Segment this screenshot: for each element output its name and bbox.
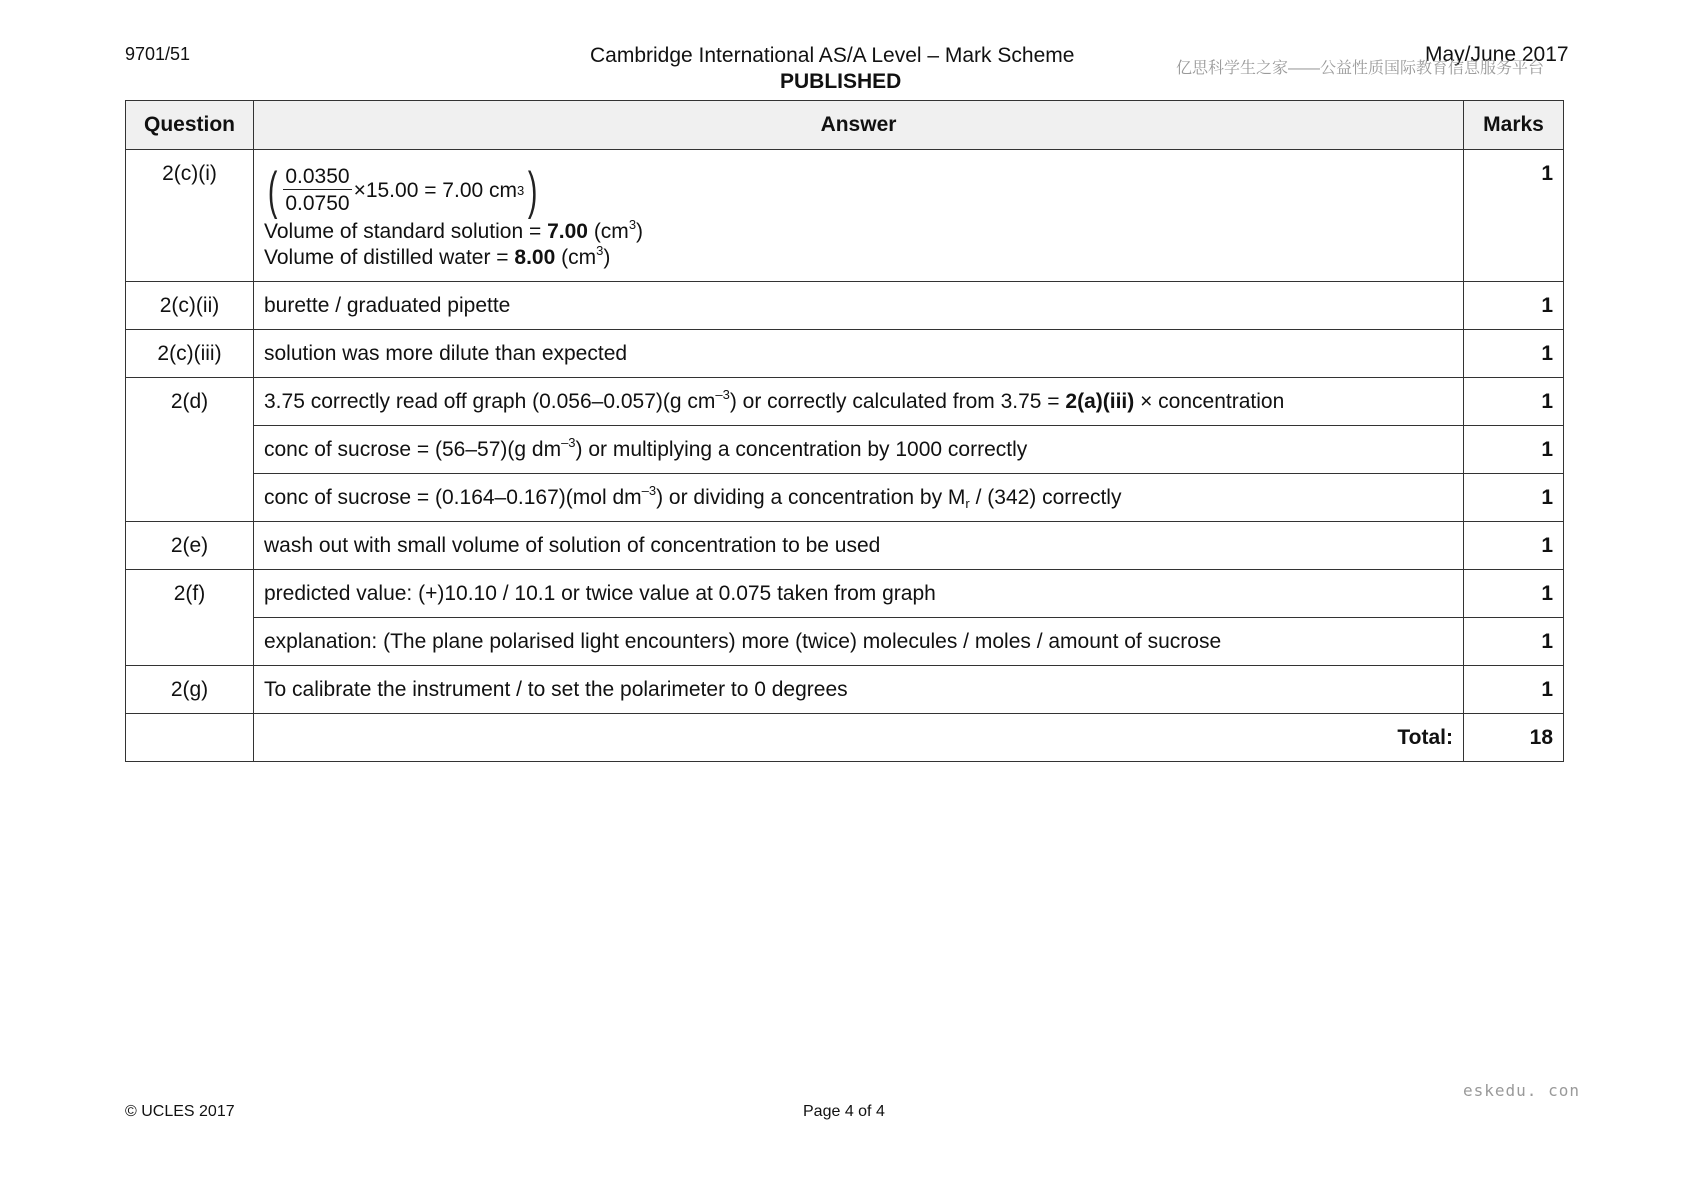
table-row [126, 522, 1564, 570]
marks-cell: 1 [1464, 426, 1564, 474]
answer-cell: solution was more dilute than expected [254, 330, 1464, 378]
answer-text: conc of sucrose = (56–57)(g dm [264, 438, 562, 461]
table-row [126, 570, 1564, 618]
marks-cell: 1 [1464, 330, 1564, 378]
mark-scheme-table [125, 100, 1564, 762]
question-cell: 2(c)(ii) [126, 282, 254, 330]
answer-cell [254, 150, 1464, 282]
answer-text: ) or correctly calculated from 3.75 = [729, 390, 1066, 413]
exam-code: 9701/51 [125, 44, 191, 64]
marks-cell: 1 [1464, 570, 1564, 618]
left-paren: ( [267, 161, 278, 220]
answer-text: ) or multiplying a concentration by 1000 correctly [575, 438, 1028, 461]
times-sign: × [353, 178, 366, 202]
answer-column-header: Answer [254, 101, 1464, 150]
marks-column-header: Marks [1464, 101, 1564, 150]
fraction-numerator: 0.0350 [285, 165, 350, 188]
table-row [126, 426, 1564, 474]
table-row [126, 378, 1564, 426]
question-cell: 2(f) [126, 570, 254, 666]
answer-cell [254, 426, 1464, 474]
fraction [283, 164, 351, 217]
unit-text: (cm [555, 246, 597, 269]
label-text: Volume of standard solution = [264, 220, 548, 243]
unit-exponent: 3 [596, 243, 604, 258]
unit-exponent: –3 [641, 483, 657, 498]
published-label: PUBLISHED [780, 70, 902, 93]
table-row [126, 330, 1564, 378]
empty-cell [126, 714, 254, 762]
exam-session: May/June 2017 [1425, 43, 1569, 66]
question-column-header: Question [126, 101, 254, 150]
question-cell: 2(g) [126, 666, 254, 714]
table-row [126, 150, 1564, 282]
marks-cell: 1 [1464, 150, 1564, 282]
page-number: Page 4 of 4 [803, 1103, 885, 1120]
right-paren: ) [528, 161, 538, 220]
total-value: 18 [1464, 714, 1564, 762]
close-paren: ) [603, 246, 611, 269]
answer-text: × concentration [1134, 390, 1285, 413]
unit-text: (cm [587, 220, 629, 243]
marks-cell: 1 [1464, 666, 1564, 714]
question-cell: 2(c)(iii) [126, 330, 254, 378]
answer-cell: predicted value: (+)10.10 / 10.1 or twice value at 0.075 taken from graph [254, 570, 1464, 618]
table-row [126, 282, 1564, 330]
subscript: r [965, 496, 970, 511]
copyright: © UCLES 2017 [125, 1103, 235, 1120]
answer-cell: wash out with small volume of solution of concentration to be used [254, 522, 1464, 570]
answer-cell: burette / graduated pipette [254, 282, 1464, 330]
question-cell: 2(d) [126, 378, 254, 522]
close-paren: ) [636, 220, 644, 243]
total-row [126, 714, 1564, 762]
document-title: Cambridge International AS/A Level – Mark Scheme [590, 44, 1075, 67]
answer-text: / (342) correctly [969, 486, 1122, 509]
formula-result: 15.00 = 7.00 cm [365, 178, 518, 202]
bold-value: 7.00 [547, 220, 588, 243]
answer-text: 3.75 correctly read off graph (0.056–0.057)(g cm [264, 390, 716, 413]
question-cell: 2(e) [126, 522, 254, 570]
answer-cell: explanation: (The plane polarised light encounters) more (twice) molecules / moles / amount of sucrose [254, 618, 1464, 666]
unit-exponent: 3 [628, 217, 637, 232]
table-row [126, 474, 1564, 522]
bold-value: 8.00 [514, 246, 556, 269]
label-text: Volume of distilled water = [264, 246, 515, 269]
total-label: Total: [254, 714, 1464, 762]
answer-text: ) or dividing a concentration by M [656, 486, 966, 509]
marks-cell: 1 [1464, 618, 1564, 666]
marks-cell: 1 [1464, 522, 1564, 570]
marks-cell: 1 [1464, 474, 1564, 522]
standard-solution-volume [264, 219, 1453, 245]
marks-cell: 1 [1464, 378, 1564, 426]
answer-cell: To calibrate the instrument / to set the polarimeter to 0 degrees [254, 666, 1464, 714]
marks-cell: 1 [1464, 282, 1564, 330]
watermark-text: 亿思科学生之家——公益性质国际教育信息服务平台 [1176, 60, 1545, 77]
table-header-row [126, 101, 1564, 150]
volume-formula: ( $\frac{0.0350}{0.0750}$ × 15.00 = 7.00 cm 3 ) [267, 161, 538, 220]
unit-exponent: –3 [561, 435, 576, 450]
table-row [126, 618, 1564, 666]
answer-text: conc of sucrose = (0.164–0.167)(mol dm [264, 486, 642, 509]
fraction-denominator: 0.0750 [285, 192, 350, 215]
table-row [126, 666, 1564, 714]
answer-cell [254, 474, 1464, 522]
unit-exponent: –3 [715, 387, 730, 402]
question-cell: 2(c)(i) [126, 150, 254, 282]
answer-cell [254, 378, 1464, 426]
watermark-website: eskedu. con [1463, 1081, 1580, 1100]
distilled-water-volume [264, 245, 1453, 271]
bold-reference: 2(a)(iii) [1065, 390, 1135, 413]
